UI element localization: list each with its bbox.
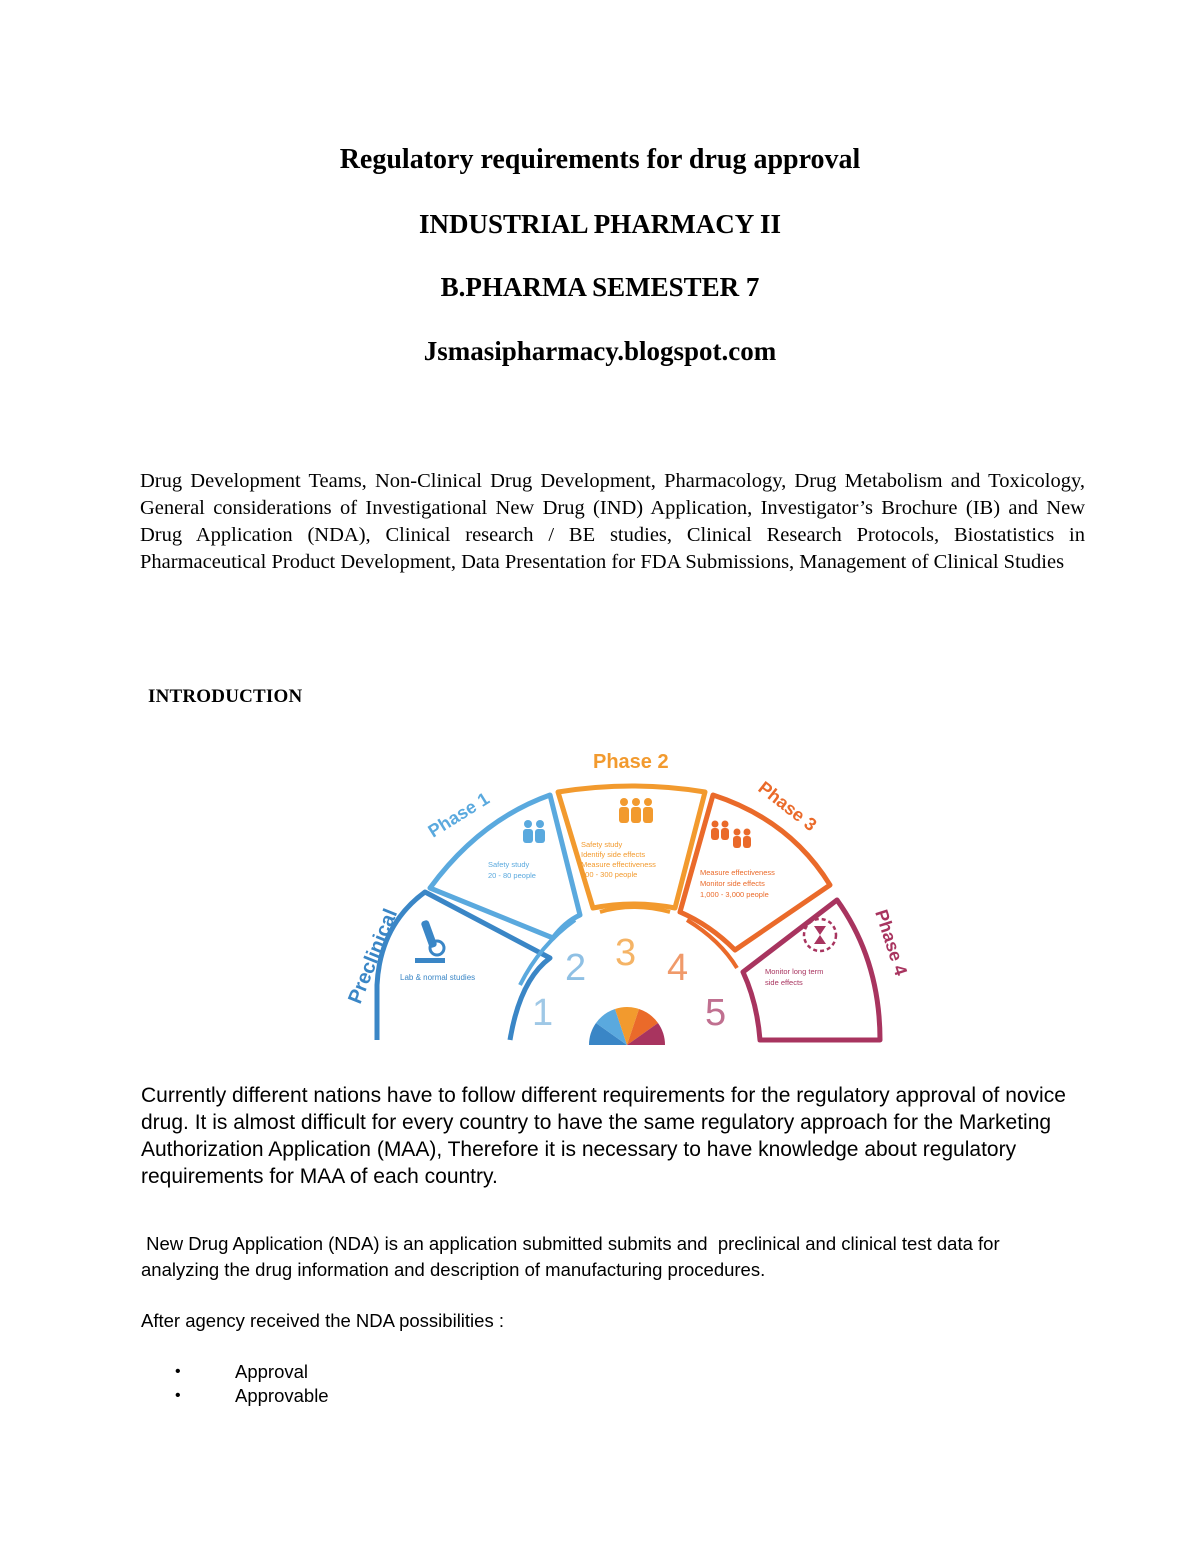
bullet-icon: • [175,1387,181,1404]
number-4: 4 [667,947,689,989]
phase3-desc-1: Measure effectiveness [700,868,775,877]
list-item-label: Approval [235,1361,309,1382]
topics-paragraph: Drug Development Teams, Non-Clinical Drug Development, Pharmacology, Drug Metabolism and Toxicology, General considerations of Investigational New Drug (IND) Application, Investigator’s Brochure (IB) and New Drug Application (NDA), Clinical research / BE studies, Clinical Research Protocols, Biostatistics in Pharmaceutical Product Development, Data Presentation for FDA Submissions, Management of Clinical Studies [140,470,1085,573]
phase1-desc-1: Safety study [488,860,530,869]
phase1-desc-2: 20 - 80 people [488,871,536,880]
number-1: 1 [532,992,554,1034]
people-icon [523,820,545,843]
phase2-desc-3: Measure effectiveness [581,860,656,869]
phase2-desc-2: Identify side effects [581,850,646,859]
phase3-desc-3: 1,000 - 3,000 people [700,890,769,899]
inner-arc-2 [600,907,670,912]
phase2-desc-1: Safety study [581,840,623,849]
preclinical-arc [377,892,550,1040]
group-icon [619,798,653,823]
phase4-desc-2: side effects [765,978,803,987]
phase4-desc-1: Monitor long term [765,967,824,976]
phase2-desc-4: 100 - 300 people [581,870,638,879]
crowd-icon [711,821,751,849]
phase1-label: Phase 1 [424,788,493,842]
number-5: 5 [705,992,727,1034]
fan-graphic [589,1007,665,1045]
number-2: 2 [565,947,587,989]
course-heading: B.PHARMA SEMESTER 7 [440,272,760,302]
phase3-desc-2: Monitor side effects [700,879,765,888]
website-heading: Jsmasipharmacy.blogspot.com [423,336,777,366]
preclinical-label: Preclinical [344,905,403,1007]
phase4-label: Phase 4 [871,907,912,978]
phase2-label: Phase 2 [593,751,669,773]
possibilities-list [170,1360,329,1408]
microscope-icon [415,919,445,963]
drug-development-phases-figure [325,740,915,1050]
bullet-icon: • [175,1363,181,1380]
introduction-heading: INTRODUCTION [148,686,303,707]
intro-paragraph-3: After agency received the NDA possibilities : [141,1310,504,1331]
intro-paragraph-1: Currently different nations have to follow different requirements for the regulatory approval of novice drug. It is almost difficult for every country to have the same regulatory approach for the Marketing Authorization Application (MAA), Therefore it is necessary to have knowledge about regulatory requirements for MAA of each country. [141,1084,1066,1188]
list-item [170,1360,329,1384]
list-item-label: Approvable [235,1385,329,1406]
phase3-label: Phase 3 [754,777,821,836]
document-title: Regulatory requirements for drug approval [339,144,861,175]
list-item [170,1384,329,1408]
number-3: 3 [615,932,637,974]
preclinical-desc: Lab & normal studies [400,973,476,982]
intro-paragraph-2: New Drug Application (NDA) is an application submitted submits and preclinical and clinical test data for analyzing the drug information and description of manufacturing procedures. [141,1233,1005,1280]
subject-heading: INDUSTRIAL PHARMACY II [418,209,782,239]
